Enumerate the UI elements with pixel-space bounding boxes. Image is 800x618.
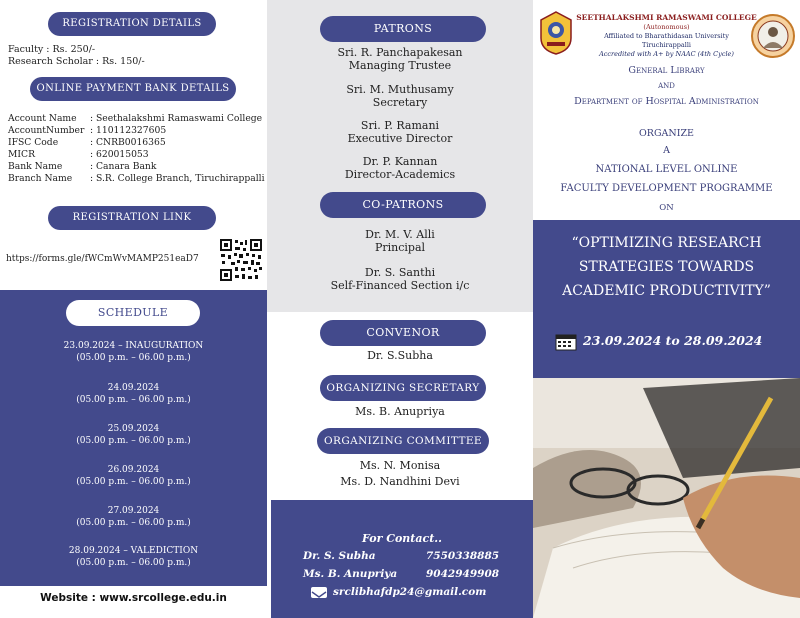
college-name: SEETHALAKSHMI RAMASWAMI COLLEGE <box>576 13 757 22</box>
right-panel <box>533 0 800 618</box>
bank-value: : 110112327605 <box>90 125 167 136</box>
patron-name: Sri. P. Ramani <box>360 119 440 132</box>
organizer-and: and <box>658 80 675 91</box>
schedule-date: 25.09.2024 <box>107 424 160 434</box>
schedule-item <box>0 505 267 529</box>
schedule-heading: SCHEDULE <box>66 300 200 326</box>
bank-row <box>8 125 166 137</box>
contact-name: Ms. B. Anupriya <box>303 568 398 580</box>
program-title: STRATEGIES TOWARDS <box>578 259 755 275</box>
college-affiliation: Affiliated to Bharathidasan University <box>604 32 729 40</box>
patron-role: Executive Director <box>347 131 453 145</box>
copatron-role: Principal <box>374 240 426 254</box>
contact-heading: For Contact.. <box>362 532 442 545</box>
patron-entry <box>267 120 533 145</box>
secretary-name: Ms. B. Anupriya <box>355 405 445 418</box>
bank-label: MICR <box>8 149 35 160</box>
contact-section <box>271 500 533 618</box>
schedule-item <box>0 382 267 406</box>
schedule-time: (05.00 p.m. – 06.00 p.m.) <box>76 518 191 528</box>
registration-details-heading: REGISTRATION DETAILS <box>48 12 216 36</box>
bank-label: Branch Name <box>8 173 73 184</box>
copatron-role: Self-Financed Section i/c <box>330 278 470 292</box>
bank-value: : S.R. College Branch, Tiruchirappalli <box>90 173 265 184</box>
registration-link-heading: REGISTRATION LINK <box>48 206 216 230</box>
bank-row <box>8 137 166 149</box>
schedule-time: (05.00 p.m. – 06.00 p.m.) <box>76 353 191 363</box>
bank-value: : CNRB0016365 <box>90 137 166 148</box>
committee-heading: ORGANIZING COMMITTEE <box>317 428 489 454</box>
email-icon <box>311 587 327 598</box>
bank-label: AccountNumber <box>8 125 85 136</box>
patrons-heading: PATRONS <box>320 16 486 42</box>
organizer-library: General Library <box>628 65 705 76</box>
schedule-date: 23.09.2024 – INAUGURATION <box>63 341 204 351</box>
bank-details-heading: ONLINE PAYMENT BANK DETAILS <box>30 77 236 101</box>
registration-url[interactable]: https://forms.gle/fWCmWvMAMP251eaD7 <box>6 254 199 264</box>
writing-photo <box>533 378 800 618</box>
bank-value: : Canara Bank <box>90 161 157 172</box>
bank-label: Bank Name <box>8 161 63 172</box>
bank-value: : Seethalakshmi Ramaswami College <box>90 113 263 124</box>
schedule-time: (05.00 p.m. – 06.00 p.m.) <box>76 477 191 487</box>
contact-email[interactable]: srclibhafdp24@gmail.com <box>333 586 487 598</box>
patron-name: Sri. M. Muthusamy <box>346 83 454 96</box>
schedule-date: 28.09.2024 – VALEDICTION <box>68 546 199 556</box>
organize-text: ON <box>659 203 674 213</box>
copatron-name: Dr. S. Santhi <box>364 266 436 279</box>
patron-entry <box>267 156 533 181</box>
patron-name: Dr. P. Kannan <box>362 155 438 168</box>
qr-code-icon[interactable] <box>219 238 263 282</box>
convenor-name: Dr. S.Subha <box>367 349 433 362</box>
copatron-entry <box>267 267 533 292</box>
college-city: Tiruchirappalli <box>641 41 692 49</box>
program-title-band <box>533 220 800 378</box>
fee-faculty: Faculty : Rs. 250/- <box>8 44 96 55</box>
patrons-section <box>267 0 533 312</box>
schedule-time: (05.00 p.m. – 06.00 p.m.) <box>76 395 191 405</box>
bank-label: Account Name <box>8 113 77 124</box>
left-panel <box>0 0 267 618</box>
schedule-date: 27.09.2024 <box>107 506 160 516</box>
committee-member: Ms. N. Monisa <box>359 459 441 472</box>
bank-value: : 620015053 <box>90 149 149 160</box>
fee-research-scholar: Research Scholar : Rs. 150/- <box>8 56 145 67</box>
schedule-section <box>0 290 267 586</box>
copatron-name: Dr. M. V. Alli <box>365 228 435 241</box>
convenor-heading: CONVENOR <box>320 320 486 346</box>
middle-panel <box>267 0 533 618</box>
schedule-date: 24.09.2024 <box>107 383 160 393</box>
schedule-item <box>0 423 267 447</box>
committee-member: Ms. D. Nandhini Devi <box>340 475 460 488</box>
patron-role: Secretary <box>372 95 428 109</box>
program-dates: 23.09.2024 to 28.09.2024 <box>583 333 763 348</box>
organize-text: NATIONAL LEVEL ONLINE <box>595 164 738 175</box>
organize-text: ORGANIZE <box>639 128 694 139</box>
writing-scene-image <box>533 378 800 618</box>
copatron-entry <box>267 229 533 254</box>
patron-role: Director-Academics <box>344 167 456 181</box>
bank-row <box>8 173 265 185</box>
bank-label: IFSC Code <box>8 137 59 148</box>
bank-row <box>8 149 149 161</box>
schedule-item <box>0 545 267 569</box>
copatrons-heading: CO-PATRONS <box>320 192 486 218</box>
program-title: “OPTIMIZING RESEARCH <box>571 235 762 251</box>
calendar-icon <box>555 333 577 351</box>
program-title: ACADEMIC PRODUCTIVITY” <box>562 283 771 299</box>
contact-phone[interactable]: 7550338885 <box>426 550 500 562</box>
registration-section <box>0 0 267 290</box>
organize-text: FACULTY DEVELOPMENT PROGRAMME <box>560 183 773 194</box>
schedule-item <box>0 464 267 488</box>
patron-entry <box>267 84 533 109</box>
schedule-time: (05.00 p.m. – 06.00 p.m.) <box>76 436 191 446</box>
bank-row <box>8 113 262 125</box>
contact-name: Dr. S. Subha <box>303 550 376 562</box>
website-link[interactable]: Website : www.srcollege.edu.in <box>40 592 227 604</box>
organize-text: A <box>663 145 670 156</box>
schedule-item <box>0 340 267 364</box>
schedule-time: (05.00 p.m. – 06.00 p.m.) <box>76 558 191 568</box>
patron-entry <box>267 47 533 72</box>
patron-role: Managing Trustee <box>348 58 452 72</box>
college-header <box>533 0 800 220</box>
bank-row <box>8 161 156 173</box>
secretary-heading: ORGANIZING SECRETARY <box>320 375 486 401</box>
organizer-department: Department of Hospital Administration <box>574 96 759 107</box>
college-accreditation: Accredited with A+ by NAAC (4th Cycle) <box>599 50 734 58</box>
schedule-date: 26.09.2024 <box>107 465 160 475</box>
contact-phone[interactable]: 9042949908 <box>426 568 500 580</box>
patron-name: Sri. R. Panchapakesan <box>337 46 463 59</box>
college-autonomous: (Autonomous) <box>643 23 690 31</box>
